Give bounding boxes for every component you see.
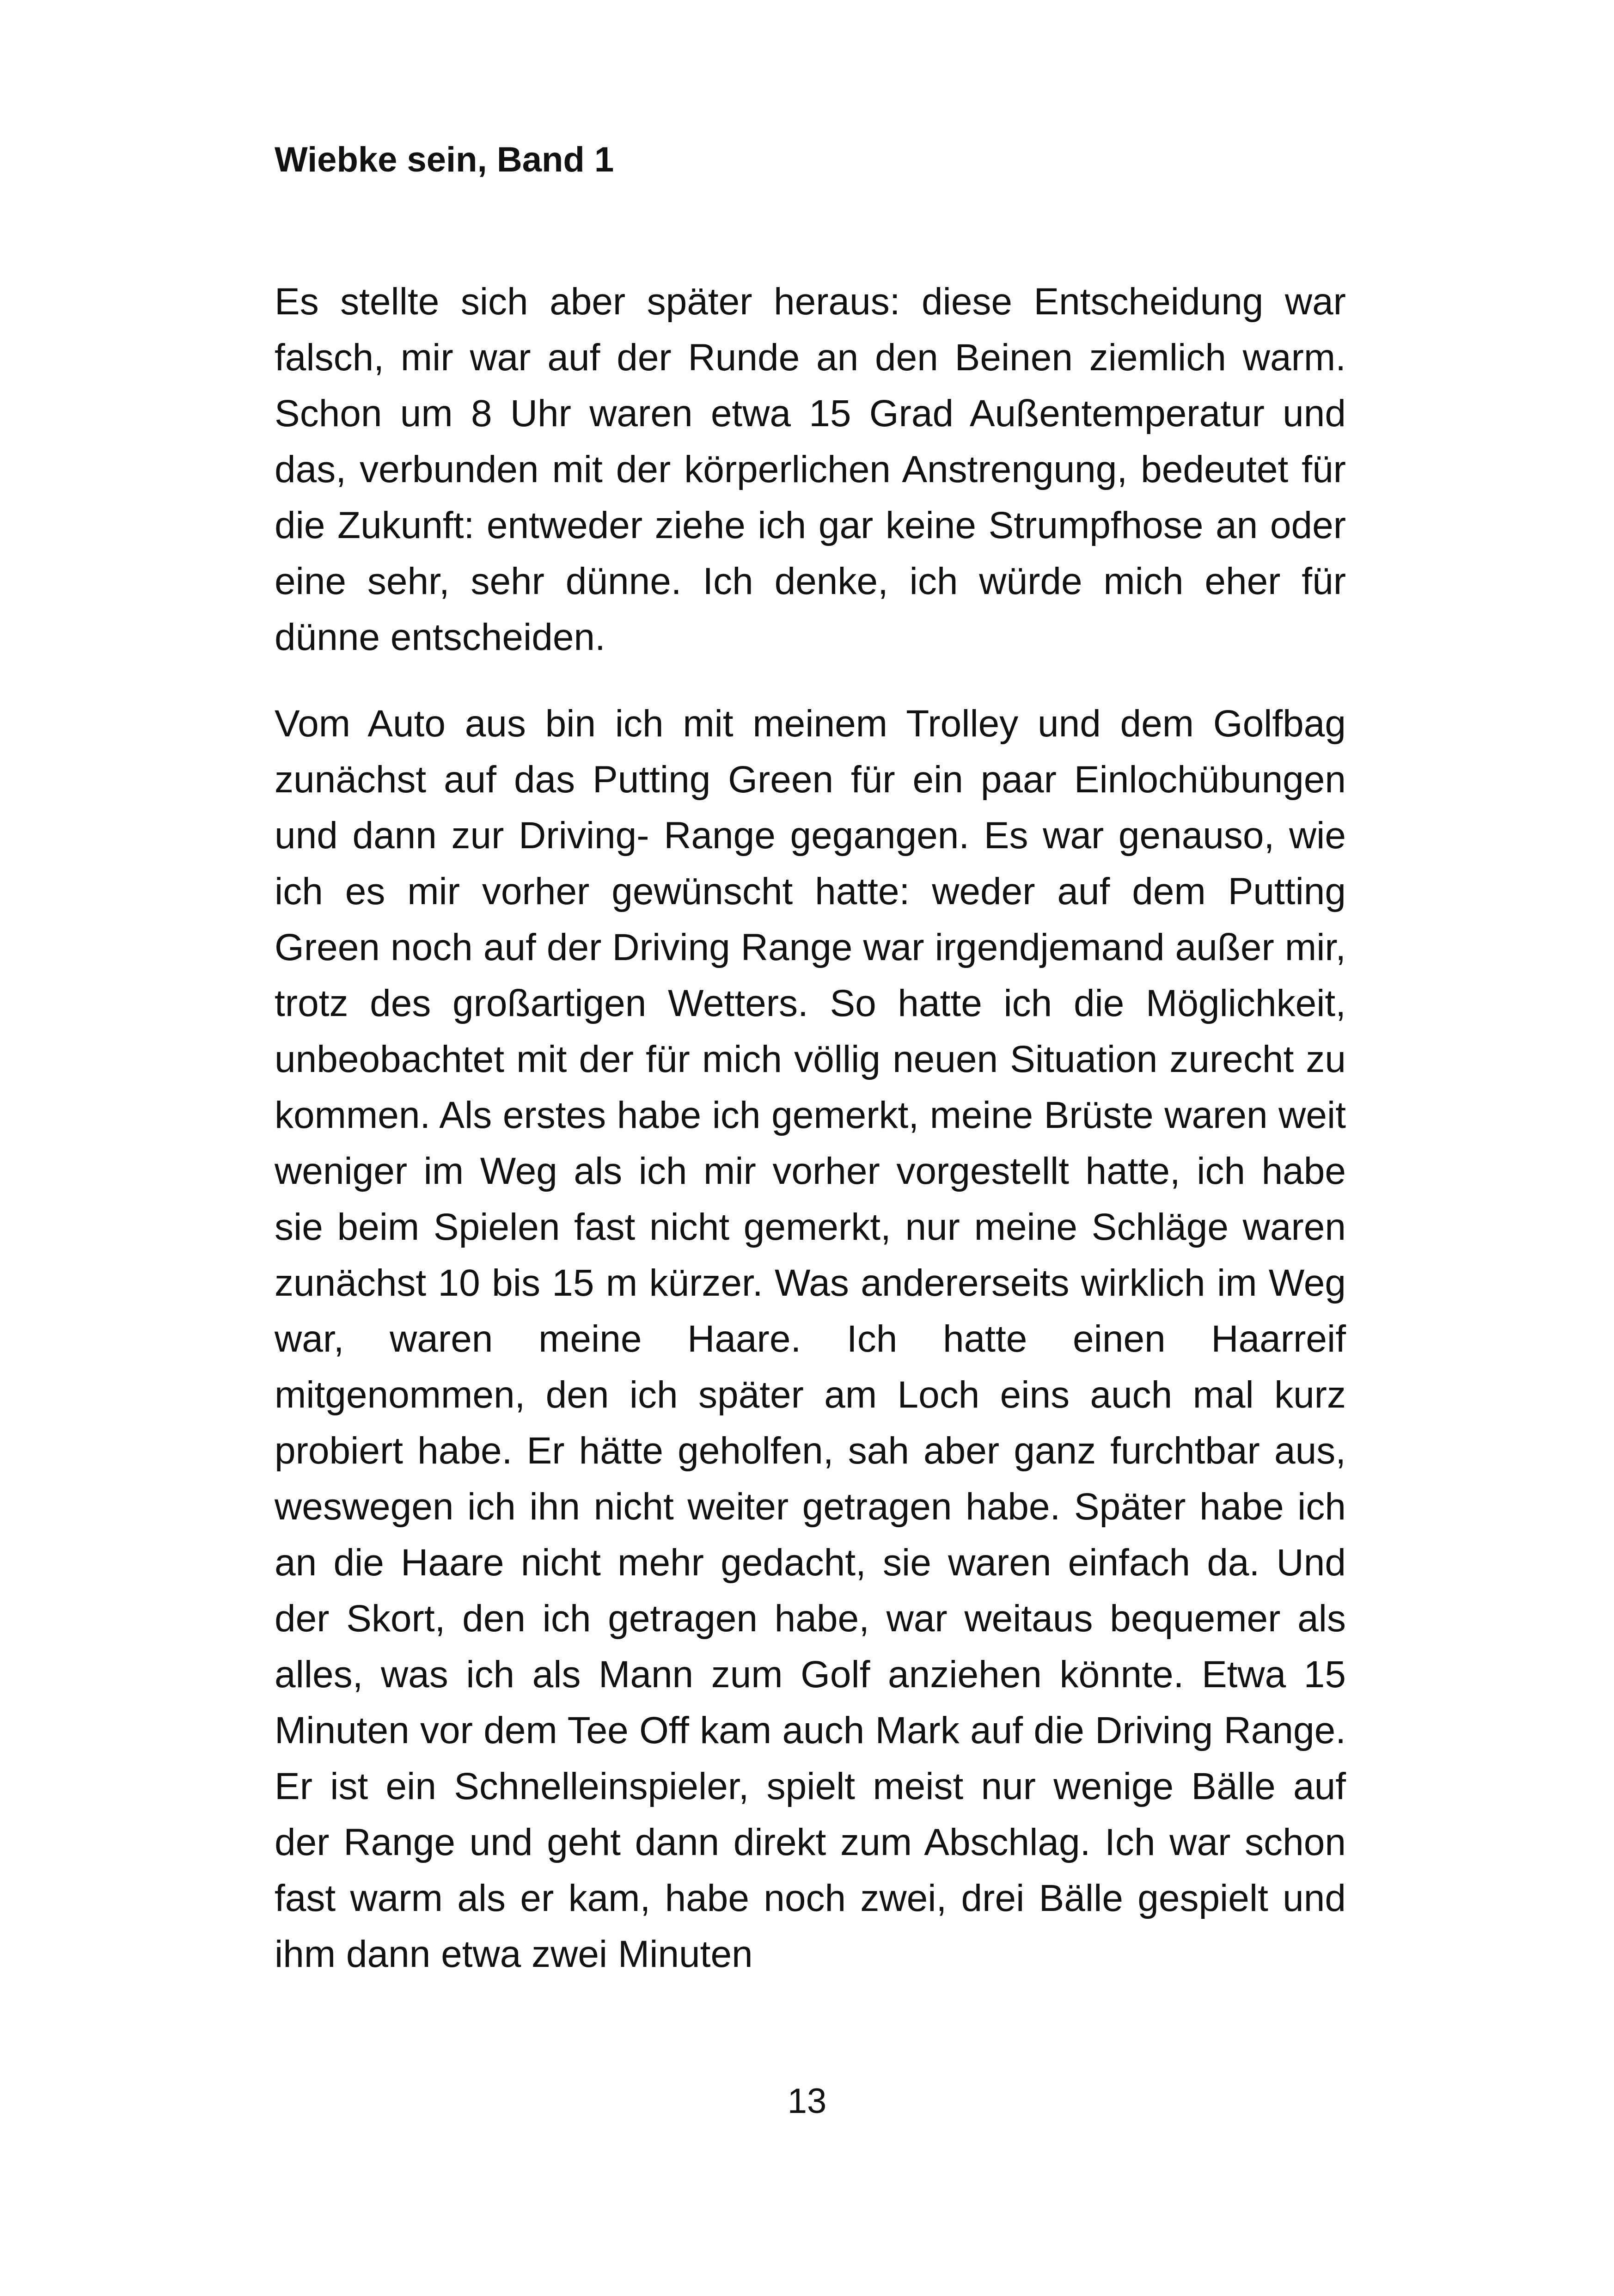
paragraph-2: Vom Auto aus bin ich mit meinem Trolley und dem Golfbag zunächst auf das Putting Green für ein paar Einlochübungen und dann zur Driving- Range gegangen. Es war genauso, wie ich es mir vorher gewünscht hatte: weder auf dem Putting Green noch auf der Driving Range war irgendjemand außer mir, trotz des großartigen Wetters. So hatte ich die Möglichkeit, unbeobachtet mit der für mich völlig neuen Situation zurecht zu kommen. Als erstes habe ich gemerkt, meine Brüste waren weit weniger im Weg als ich mir vorher vorgestellt hatte, ich habe sie beim Spielen fast nicht gemerkt, nur meine Schläge waren zunächst 10 bis 15 m kürzer. Was andererseits wirklich im Weg war, waren meine Haare. Ich hatte einen Haarreif mitgenommen, den ich später am Loch eins auch mal kurz probiert habe. Er hätte geholfen, sah aber ganz furchtbar aus, weswegen ich ihn nicht weiter getragen habe. Später habe ich an die Haare nicht mehr gedacht, sie waren einfach da. Und der Skort, den ich getragen habe, war weitaus bequemer als alles, was ich als Mann zum Golf anziehen könnte. Etwa 15 Minuten vor dem Tee Off kam auch Mark auf die Driving Range. Er ist ein Schnelleinspieler, spielt meist nur wenige Bälle auf der Range und geht dann direkt zum Abschlag. Ich war schon fast warm als er kam, habe noch zwei, drei Bälle gespielt und ihm dann etwa zwei Minuten [275,703,1346,1975]
body-text [275,274,1346,2013]
page-number: 13 [787,2082,827,2121]
running-title: Wiebke sein, Band 1 [275,140,614,179]
paragraph-1: Es stellte sich aber später heraus: diese Entscheidung war falsch, mir war auf der Runde an den Beinen ziemlich warm. Schon um 8 Uhr waren etwa 15 Grad Außentemperatur und das, verbunden mit der körperlichen Anstrengung, bedeutet für die Zukunft: entweder ziehe ich gar keine Strumpfhose an oder eine sehr, sehr dünne. Ich denke, ich würde mich eher für dünne entscheiden. [275,281,1346,658]
